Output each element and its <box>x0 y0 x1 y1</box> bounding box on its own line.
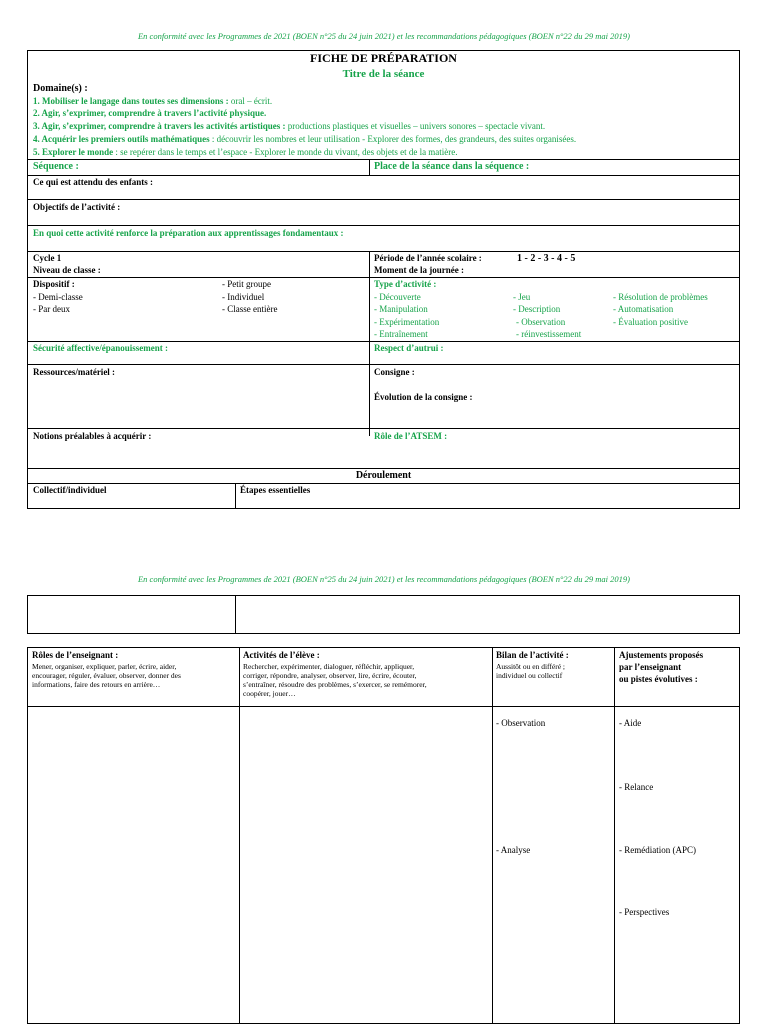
col-eleve-desc: coopérer, jouer… <box>243 689 296 698</box>
type-option: - Observation <box>516 317 566 327</box>
col-bilan-title: Bilan de l’activité : <box>496 650 569 660</box>
type-option: - Entraînement <box>374 329 428 339</box>
deroulement-heading: Déroulement <box>355 470 412 481</box>
session-title: Titre de la séance <box>342 68 425 80</box>
ajustement-item: - Relance <box>619 782 654 792</box>
sequence-label: Séquence : <box>33 161 79 172</box>
domaines-label: Domaine(s) : <box>33 83 88 94</box>
collectif-header: Collectif/individuel <box>33 485 107 495</box>
col-ajustements-title: Ajustements proposés <box>619 650 704 660</box>
type-option: - Jeu <box>513 292 531 302</box>
objectifs-label: Objectifs de l’activité : <box>33 202 121 212</box>
type-option: - Description <box>513 304 561 314</box>
consigne-label: Consigne : <box>374 367 415 377</box>
moment-label: Moment de la journée : <box>374 265 464 275</box>
col-eleve-desc: Rechercher, expérimenter, dialoguer, réfléchir, appliquer, <box>243 662 415 671</box>
type-option: - Automatisation <box>613 304 674 314</box>
ajustement-item: - Perspectives <box>619 907 670 917</box>
col-enseignant-desc: encourager, réguler, évaluer, observer, donner des <box>32 671 181 680</box>
atsem-label: Rôle de l’ATSEM : <box>374 431 448 441</box>
renforce-label: En quoi cette activité renforce la préparation aux apprentissages fondamentaux : <box>33 228 344 238</box>
type-option: - Évaluation positive <box>613 317 688 327</box>
type-option: - Découverte <box>374 292 421 302</box>
col-enseignant-title: Rôles de l’enseignant : <box>32 650 119 660</box>
domaine-item: 2. Agir, s’exprimer, comprendre à travers l’activité physique. <box>33 108 267 118</box>
dispositif-option: - Demi-classe <box>33 292 83 302</box>
domaine-item: 1. Mobiliser le langage dans toutes ses dimensions : oral – écrit. <box>33 96 273 106</box>
bilan-item: - Analyse <box>496 845 531 855</box>
type-option: - Expérimentation <box>374 317 440 327</box>
deroulement-table <box>27 647 740 1024</box>
evolution-consigne-label: Évolution de la consigne : <box>374 392 473 402</box>
conformity-note-top: En conformité avec les Programmes de 2021 (BOEN n°25 du 24 juin 2021) et les recommandations pédagogiques (BOEN n°22 du 29 mai 2019) <box>137 31 631 41</box>
type-option: - réinvestissement <box>516 329 582 339</box>
col-enseignant-desc: informations, faire des retours en arrière… <box>32 680 161 689</box>
header-box <box>27 595 740 634</box>
etapes-header: Étapes essentielles <box>240 485 311 495</box>
ajustement-item: - Remédiation (APC) <box>619 845 696 855</box>
type-activite-label: Type d’activité : <box>374 279 437 289</box>
col-ajustements-title: par l’enseignant <box>619 662 682 672</box>
ressources-label: Ressources/matériel : <box>33 367 116 377</box>
sheet-title: FICHE DE PRÉPARATION <box>310 51 457 65</box>
dispositif-option: - Individuel <box>222 292 265 302</box>
notions-label: Notions préalables à acquérir : <box>33 431 152 441</box>
domaine-item: 4. Acquérir les premiers outils mathématiques : découvrir les nombres et leur utilisation - Explorer des formes, des grandeurs, des suites organisées. <box>33 134 577 144</box>
col-enseignant-desc: Mener, organiser, expliquer, parler, écrire, aider, <box>32 662 177 671</box>
dispositif-option: - Petit groupe <box>222 279 271 289</box>
col-bilan-desc: Aussitôt ou en différé ; <box>496 662 566 671</box>
domaine-item: 3. Agir, s’exprimer, comprendre à travers les activités artistiques : productions plastiques et visuelles – univers sonores – spectacle vivant. <box>33 121 546 131</box>
periode-label: Période de l’année scolaire : <box>374 253 482 263</box>
dispositif-label: Dispositif : <box>33 279 75 289</box>
bilan-item: - Observation <box>496 718 546 728</box>
col-bilan-desc: individuel ou collectif <box>496 671 563 680</box>
type-option: - Manipulation <box>374 304 428 314</box>
type-option: - Résolution de problèmes <box>613 292 708 302</box>
periode-values: 1 - 2 - 3 - 4 - 5 <box>517 253 576 264</box>
dispositif-option: - Par deux <box>33 304 70 314</box>
col-eleve-title: Activités de l’élève : <box>243 650 320 660</box>
cycle-label: Cycle 1 <box>33 253 62 263</box>
niveau-label: Niveau de classe : <box>33 265 101 275</box>
domaine-item: 5. Explorer le monde : se repérer dans le temps et l’espace - Explorer le monde du vivant, des objets et de la matière. <box>33 147 458 157</box>
ajustement-item: - Aide <box>619 718 642 728</box>
securite-label: Sécurité affective/épanouissement : <box>33 343 168 353</box>
col-eleve-desc: corriger, répondre, analyser, observer, lire, écrire, écouter, <box>243 671 417 680</box>
dispositif-option: - Classe entière <box>222 304 278 314</box>
place-sequence-label: Place de la séance dans la séquence : <box>374 161 530 172</box>
col-ajustements-title: ou pistes évolutives : <box>619 674 698 684</box>
col-eleve-desc: s’entraîner, résoudre des problèmes, s’exercer, se remémorer, <box>243 680 427 689</box>
conformity-note-bottom: En conformité avec les Programmes de 2021 (BOEN n°25 du 24 juin 2021) et les recommandations pédagogiques (BOEN n°22 du 29 mai 2019) <box>137 574 631 584</box>
respect-label: Respect d’autrui : <box>374 343 444 353</box>
attendu-label: Ce qui est attendu des enfants : <box>33 177 154 187</box>
